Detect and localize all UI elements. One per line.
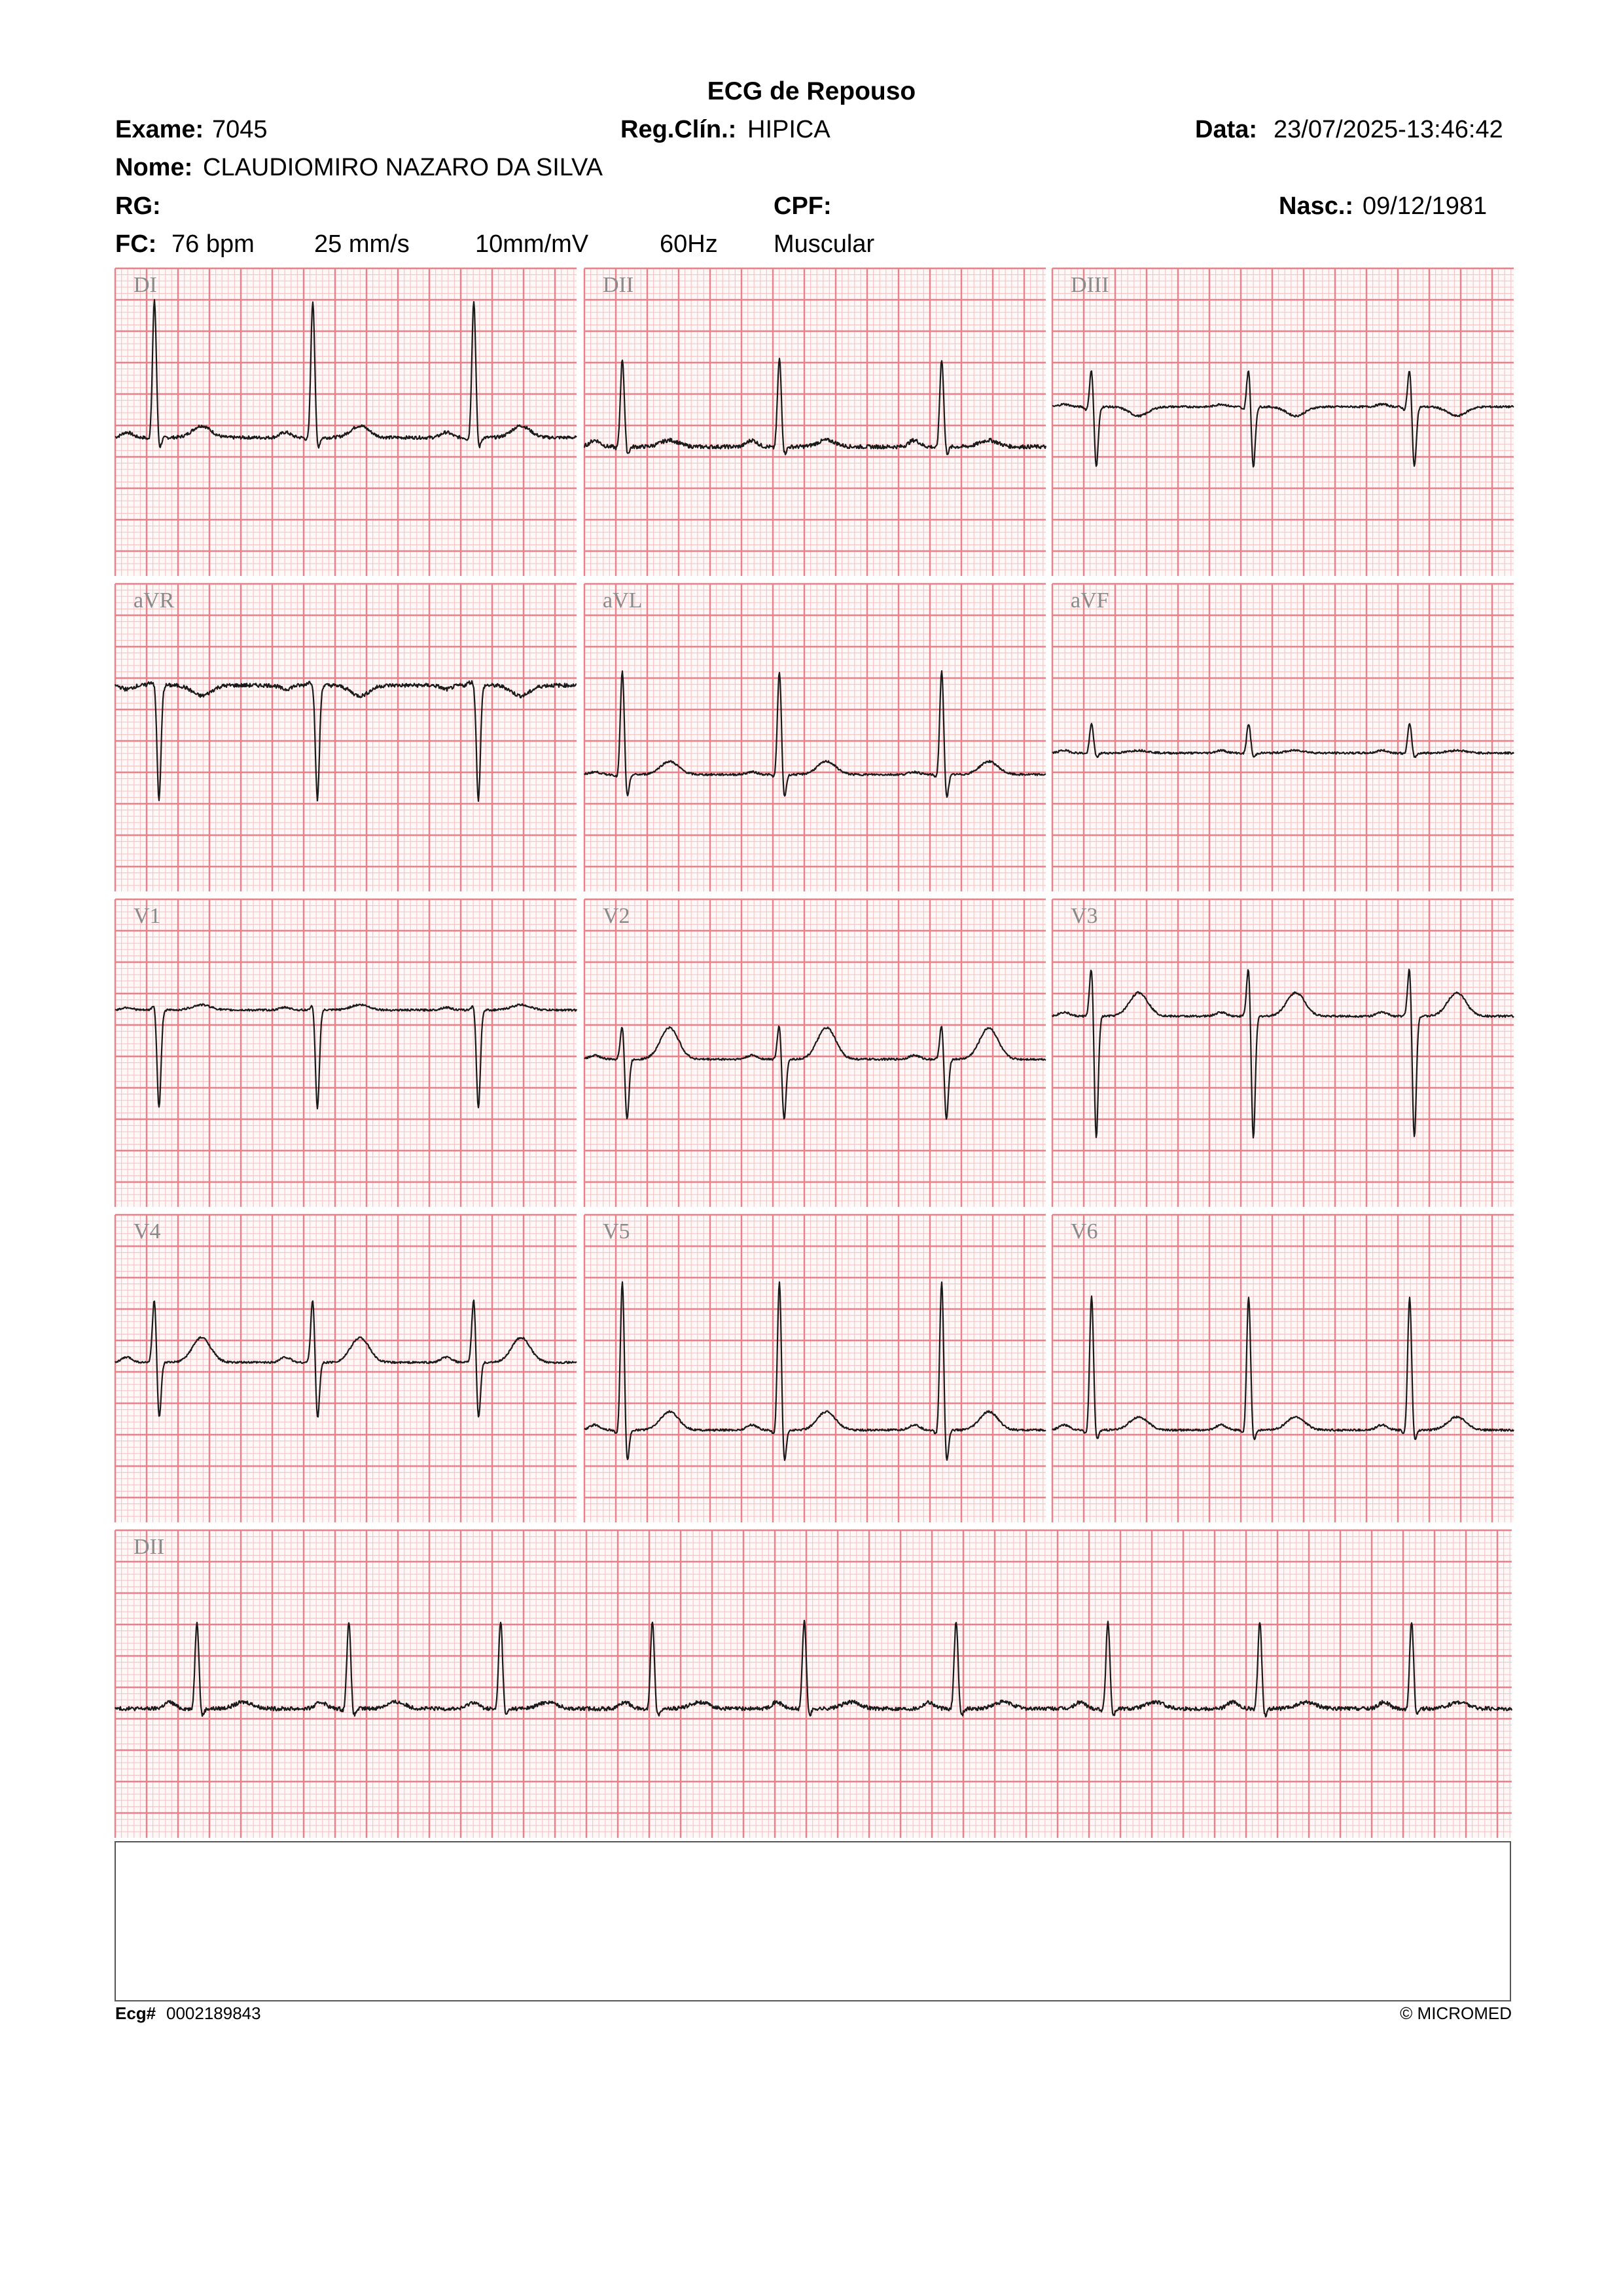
report-title: ECG de Repouso (707, 77, 916, 105)
lead-grid-V6 (1052, 1215, 1514, 1522)
lead-label-V5: V5 (603, 1219, 630, 1244)
birth-label: Nasc.: (1279, 192, 1354, 220)
lead-grid-DI (115, 268, 577, 576)
exam-value: 7045 (212, 116, 268, 143)
regclin-value: HIPICA (747, 116, 830, 143)
lead-grid-V4 (115, 1215, 577, 1522)
lead-grid-V3 (1052, 899, 1514, 1207)
lead-grid-DII (584, 268, 1046, 576)
date-label: Data: (1195, 116, 1258, 143)
lead-label-aVR: aVR (134, 588, 175, 613)
rhythm-label: DII (134, 1535, 165, 1559)
date-value: 23/07/2025-13:46:42 (1274, 116, 1503, 143)
name-value: CLAUDIOMIRO NAZARO DA SILVA (203, 154, 603, 181)
lead-grid-V1 (115, 899, 577, 1207)
fc-value: 76 bpm (171, 230, 255, 258)
lead-label-V2: V2 (603, 904, 630, 928)
exam-label: Exame: (115, 116, 204, 143)
lead-grid-aVR (115, 584, 577, 891)
name-label: Nome: (115, 154, 193, 181)
ecg-number-label: Ecg# (115, 2003, 156, 2023)
lead-grid-aVL (584, 584, 1046, 891)
ecg-number-value: 0002189843 (166, 2003, 261, 2023)
lead-label-DIII: DIII (1071, 273, 1109, 297)
lead-label-V4: V4 (134, 1219, 161, 1244)
fc-label: FC: (115, 230, 157, 258)
rg-label: RG: (115, 192, 161, 220)
gain-value: 10mm/mV (475, 230, 589, 258)
comments-box (115, 1841, 1511, 2001)
notch-value: 60Hz (660, 230, 718, 258)
lead-label-aVF: aVF (1071, 588, 1109, 613)
lead-grid-V5 (584, 1215, 1046, 1522)
lead-label-aVL: aVL (603, 588, 643, 613)
filter-value: Muscular (774, 230, 875, 258)
lead-label-DII: DII (603, 273, 634, 297)
copyright: © MICROMED (1400, 2003, 1512, 2023)
birth-value: 09/12/1981 (1363, 192, 1488, 220)
lead-label-V1: V1 (134, 904, 161, 928)
lead-grid-aVF (1052, 584, 1514, 891)
regclin-label: Reg.Clín.: (620, 116, 737, 143)
rhythm-grid (115, 1530, 1512, 1838)
lead-label-V3: V3 (1071, 904, 1098, 928)
speed-value: 25 mm/s (314, 230, 410, 258)
lead-label-V6: V6 (1071, 1219, 1098, 1244)
cpf-label: CPF: (774, 192, 832, 220)
lead-grid-DIII (1052, 268, 1514, 576)
lead-label-DI: DI (134, 273, 157, 297)
